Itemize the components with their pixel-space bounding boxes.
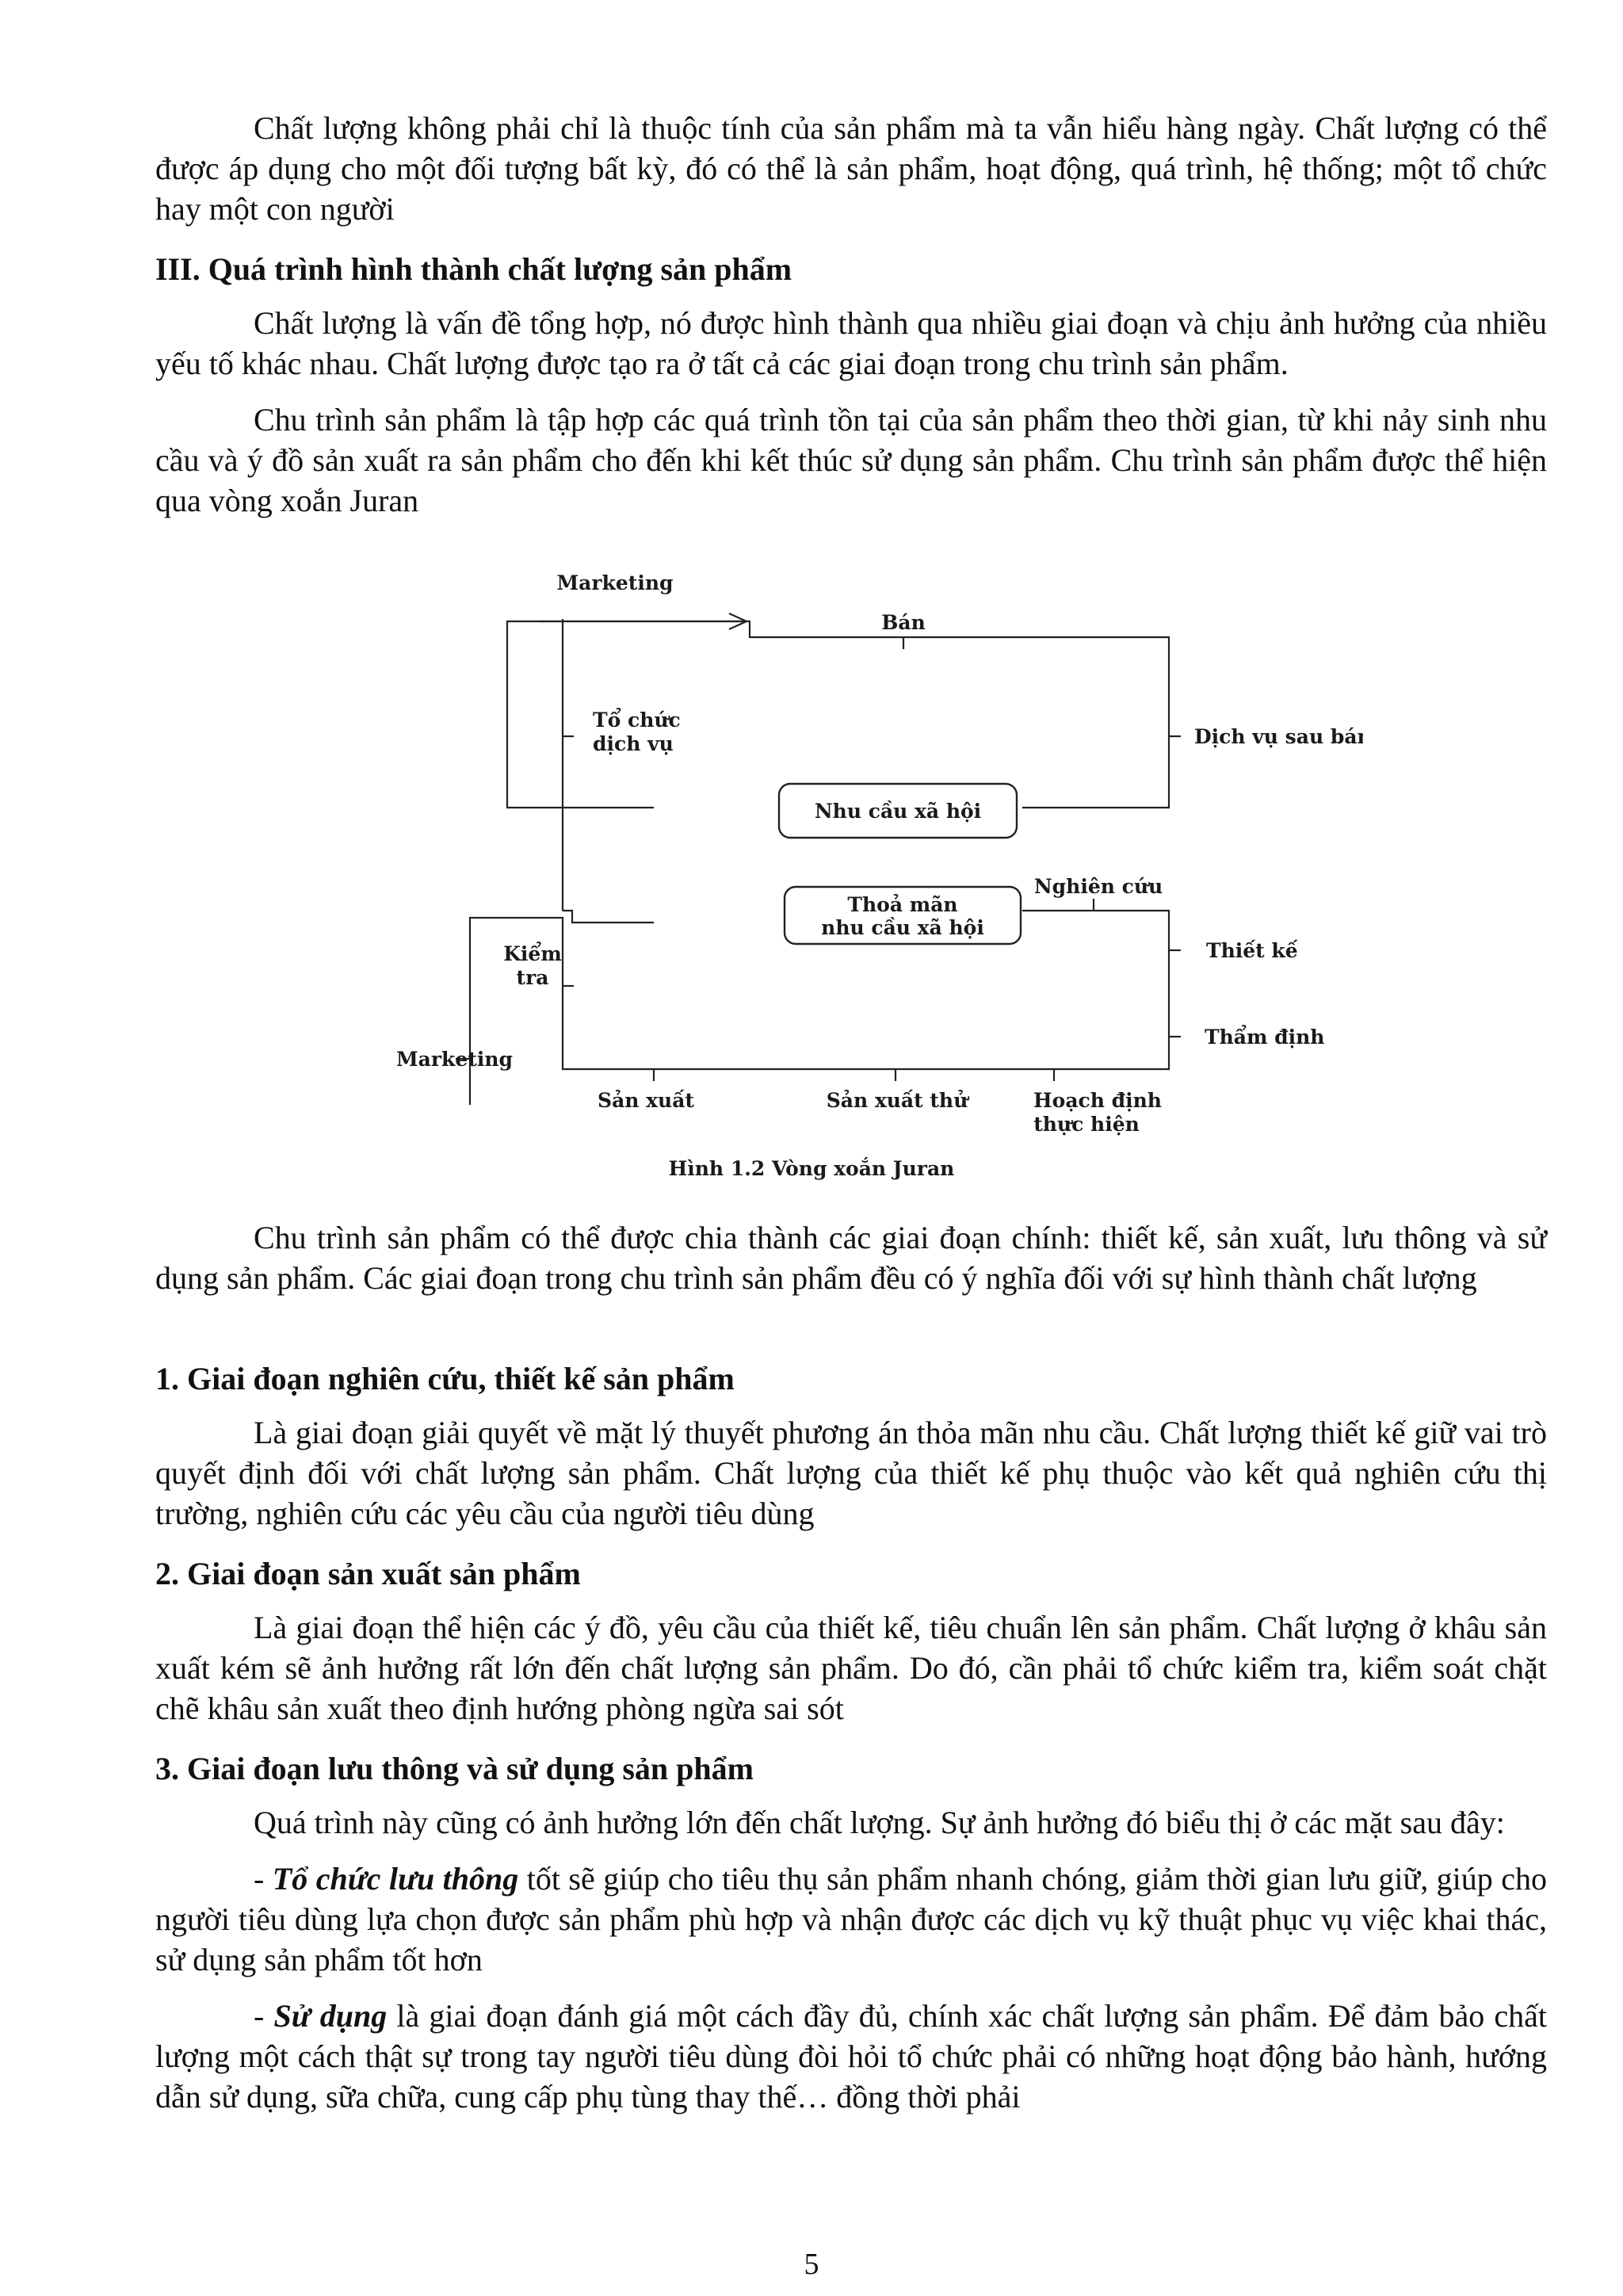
section-iii-body <box>155 303 1547 521</box>
bullet-text-usage: là giai đoạn đánh giá một cách đầy đủ, chính xác chất lượng sản phẩm. Để đảm bảo chất lượng một cách thật sự trong tay người tiêu dùng đòi hỏi tổ chức phải có những hoạt động bảo hành, hướng dẫn sử dụng, sữa chữa, cung cấp phụ tùng thay thế… đồng thời phải <box>155 1998 1548 2115</box>
bullet-usage <box>155 1996 1547 2117</box>
section-2-block <box>155 1553 1547 1594</box>
paragraph-cycle-stages: Chu trình sản phẩm có thể được chia thành các giai đoạn chính: thiết kế, sản xuất, lưu thông và sử dụng sản phẩm. Các giai đoạn trong chu trình sản phẩm đều có ý nghĩa đối với sự hình thành chất lượng <box>155 1220 1547 1296</box>
section-1-body <box>155 1412 1547 1534</box>
heading-stage-3: 3. Giai đoạn lưu thông và sử dụng sản phẩm <box>155 1751 754 1786</box>
bullet-circulation <box>155 1859 1547 1980</box>
label-nghien-cuu: Nghiên cứu <box>1033 875 1163 898</box>
label-hoach-dinh-2: thực hiện <box>1033 1113 1140 1136</box>
bullet-term-circulation: Tổ chức lưu thông <box>272 1861 519 1897</box>
paragraph-design-stage: Là giai đoạn giải quyết về mặt lý thuyết phương án thỏa mãn nhu cầu. Chất lượng thiết kế giữ vai trò quyết định đối với chất lượng sản phẩm. Chất lượng của thiết kế phụ thuộc vào kết quả nghiên cứu thị trường, nghiên cứu các yêu cầu của người tiêu dùng <box>155 1415 1547 1531</box>
heading-stage-2: 2. Giai đoạn sản xuất sản phẩm <box>155 1556 581 1591</box>
section-2-body <box>155 1607 1547 1729</box>
section-iii-block <box>155 249 1547 289</box>
juran-spiral-diagram <box>380 566 1363 1192</box>
intro-paragraph-block <box>155 108 1547 229</box>
bullet-term-usage: Sử dụng <box>273 1998 388 2034</box>
label-to-chuc-2: dịch vụ <box>593 732 674 755</box>
label-ban: Bán <box>881 611 926 634</box>
heading-section-iii: III. Quá trình hình thành chất lượng sản phẩm <box>155 251 792 287</box>
section-1-block <box>155 1358 1547 1399</box>
label-san-xuat-thu: Sản xuất thử <box>826 1089 968 1112</box>
paragraph-quality-definition: Chất lượng không phải chỉ là thuộc tính của sản phẩm mà ta vẫn hiểu hàng ngày. Chất lượng có thể được áp dụng cho một đối tượng bất kỳ, đó có thể là sản phẩm, hoạt động, quá trình, hệ thống; một tổ chức hay một con người <box>155 110 1547 227</box>
label-nhu-cau-xa-hoi: Nhu cầu xã hội <box>814 800 982 823</box>
label-san-xuat: Sản xuất <box>598 1089 694 1112</box>
label-kiem-2: tra <box>516 966 549 989</box>
paragraph-quality-synthesis: Chất lượng là vấn đề tổng hợp, nó được hình thành qua nhiều giai đoạn và chịu ảnh hưởng của nhiều yếu tố khác nhau. Chất lượng được tạo ra ở tất cả các giai đoạn trong chu trình sản phẩm. <box>155 305 1547 381</box>
label-tham-dinh: Thẩm định <box>1205 1026 1325 1049</box>
bullet-dash: - <box>254 1998 274 2034</box>
section-3-body <box>155 1802 1547 2117</box>
paragraph-production-stage: Là giai đoạn thể hiện các ý đồ, yêu cầu của thiết kế, tiêu chuẩn lên sản phẩm. Chất lượng ở khâu sản xuất kém sẽ ảnh hưởng rất lớn đến chất lượng sản phẩm. Do đó, cần phải tổ chức kiểm tra, kiểm soát chặt chẽ khâu sản xuất theo định hướng phòng ngừa sai sót <box>155 1610 1547 1726</box>
juran-spiral-svg <box>380 566 1363 1192</box>
bullet-text-circulation: tốt sẽ giúp cho tiêu thụ sản phẩm nhanh chóng, giảm thời gian lưu giữ, giúp cho người tiêu dùng lựa chọn được sản phẩm phù hợp và nhận được các dịch vụ kỹ thuật phục vụ việc khai thác, sử dụng sản phẩm tốt hơn <box>155 1861 1547 1977</box>
paragraph-product-cycle: Chu trình sản phẩm là tập hợp các quá trình tồn tại của sản phẩm theo thời gian, từ khi nảy sinh nhu cầu và ý đồ sản xuất ra sản phẩm cho đến khi kết thúc sử dụng sản phẩm. Chu trình sản phẩm được thể hiện qua vòng xoắn Juran <box>155 402 1547 518</box>
label-thoa-man-1: Thoả mãn <box>847 893 958 916</box>
label-marketing-left: Marketing <box>396 1048 513 1071</box>
paragraph-circulation-intro: Quá trình này cũng có ảnh hưởng lớn đến chất lượng. Sự ảnh hưởng đó biểu thị ở các mặt sau đây: <box>254 1805 1505 1840</box>
post-figure-block <box>155 1217 1547 1298</box>
label-thiet-ke: Thiết kế <box>1206 939 1298 962</box>
section-3-block <box>155 1748 1547 1789</box>
page-number: 5 <box>804 2248 819 2281</box>
figure-caption: Hình 1.2 Vòng xoắn Juran <box>668 1157 955 1180</box>
label-thoa-man-2: nhu cầu xã hội <box>821 916 984 939</box>
heading-stage-1: 1. Giai đoạn nghiên cứu, thiết kế sản phẩm <box>155 1361 735 1396</box>
label-hoach-dinh-1: Hoạch định <box>1033 1089 1162 1112</box>
label-marketing-top: Marketing <box>556 571 674 594</box>
label-to-chuc-1: Tổ chức <box>593 709 681 732</box>
label-kiem-1: Kiểm <box>503 942 562 965</box>
bullet-dash: - <box>254 1861 273 1897</box>
label-dich-vu-sau-ban: Dịch vụ sau bán <box>1194 725 1363 748</box>
